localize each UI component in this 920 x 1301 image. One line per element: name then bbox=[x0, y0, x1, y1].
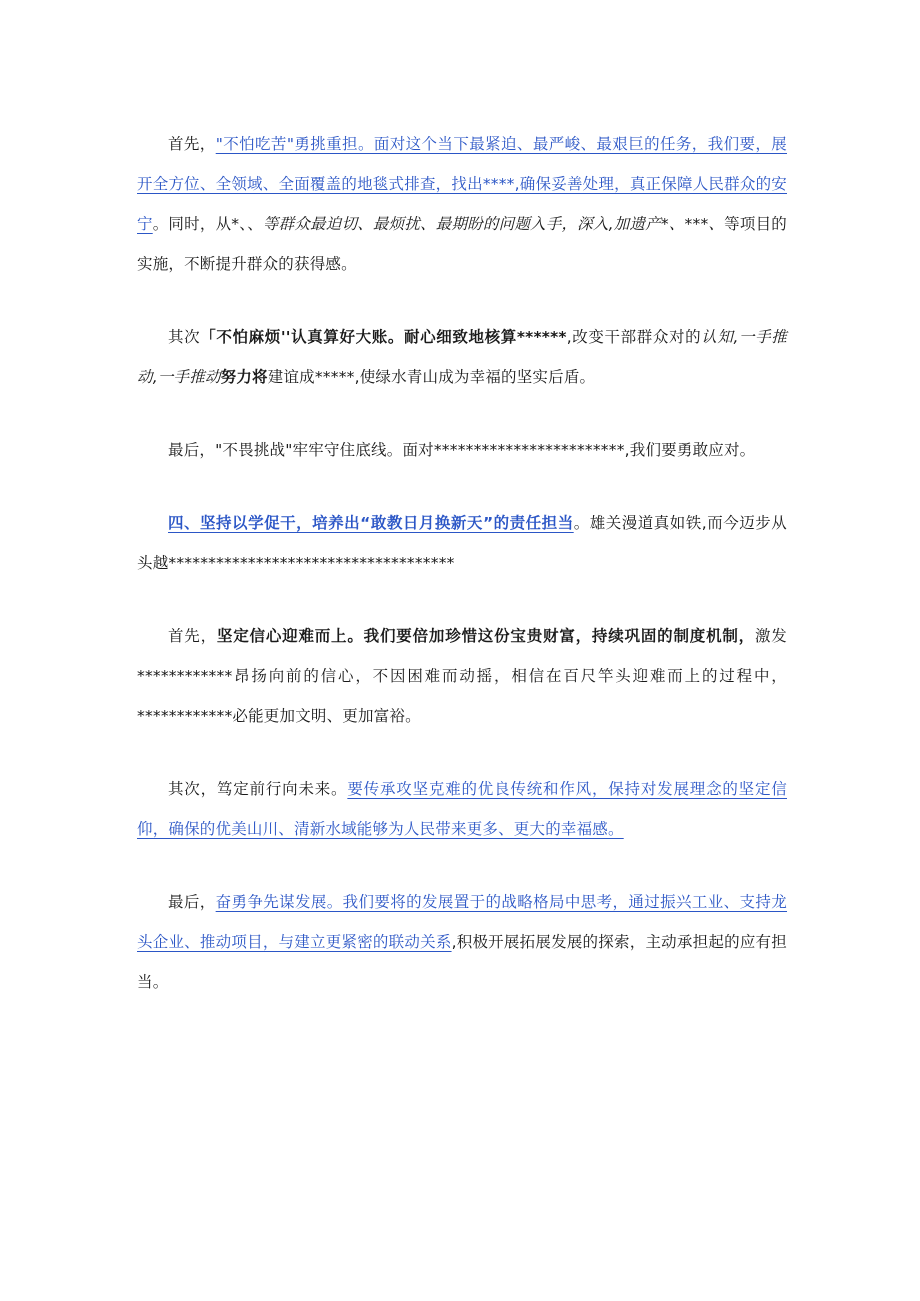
italic-text: 认知,一手推动,一手推动 bbox=[137, 328, 787, 386]
text-span: 最后，"不畏挑战"牢牢守住底线。面对************************,我们要勇敢应对。 bbox=[168, 441, 756, 459]
paragraph-2 bbox=[137, 317, 787, 397]
text-span: ,改变干部群众对的 bbox=[566, 328, 702, 346]
text-span: 。雄关漫道真如铁,而今迈步从头越************************************ bbox=[137, 514, 787, 572]
text-span: 等项目的实施，不断提升群众的获得感。 bbox=[137, 215, 787, 273]
text-span: ,积极开展拓展发展的探索，主动承担起的应有担当。 bbox=[137, 933, 787, 991]
bold-text: 「不怕麻烦''认真算好大账。耐心细致地核算****** bbox=[200, 328, 567, 346]
text-span: 其次 bbox=[168, 328, 201, 346]
text-span: 首先， bbox=[168, 135, 216, 153]
section-heading-paragraph bbox=[137, 503, 787, 583]
hyperlink-text[interactable]: 奋勇争先谋发展。我们要将的发展置于的战略格局中思考，通过振兴工业、支持龙头企业、推动项目，与建立更紧密的联动关系 bbox=[137, 893, 788, 951]
paragraph-5 bbox=[137, 616, 787, 736]
text-span: 首先， bbox=[168, 627, 217, 645]
text-span: 建谊成*****,使绿水青山成为幸福的坚实后盾。 bbox=[267, 368, 596, 386]
italic-text: 等群众最迫切、最烦扰、最期盼的问题入手，深入,加遗产*、***、 bbox=[262, 215, 725, 233]
paragraph-3 bbox=[137, 430, 787, 470]
text-span: 最后， bbox=[168, 893, 216, 911]
bold-text: 努力将 bbox=[220, 368, 268, 386]
section-heading-link[interactable]: 四、坚持以学促干，培养出“敢教日月换新天”的责任担当 bbox=[168, 514, 574, 532]
bold-text: 坚定信心迎难而上。我们要倍加珍惜这份宝贵财富，持续巩固的制度机制， bbox=[216, 627, 755, 645]
text-span: 激发************昂扬向前的信心，不因困难而动摇，相信在百尺竿头迎难而上的过程中，************必能更加文明、更加富裕。 bbox=[137, 627, 787, 725]
document-body bbox=[137, 124, 787, 1035]
paragraph-6 bbox=[137, 769, 787, 849]
text-span: 其次，笃定前行向未来。 bbox=[168, 780, 348, 798]
text-span: 。同时，从*、、 bbox=[152, 215, 263, 233]
paragraph-1 bbox=[137, 124, 787, 284]
hyperlink-text[interactable]: "不怕吃苦"勇挑重担。面对这个当下最紧迫、最严峻、最艰巨的任务，我们要，展开全方位、全领域、全面覆盖的地毯式排查，找出****,确保妥善处理，真正保障人民群众的安宁 bbox=[137, 135, 787, 233]
hyperlink-text[interactable]: 要传承攻坚克难的优良传统和作风，保持对发展理念的坚定信仰，确保的优美山川、清新水域能够为人民带来更多、更大的幸福感。 bbox=[137, 780, 787, 838]
paragraph-7 bbox=[137, 882, 787, 1002]
